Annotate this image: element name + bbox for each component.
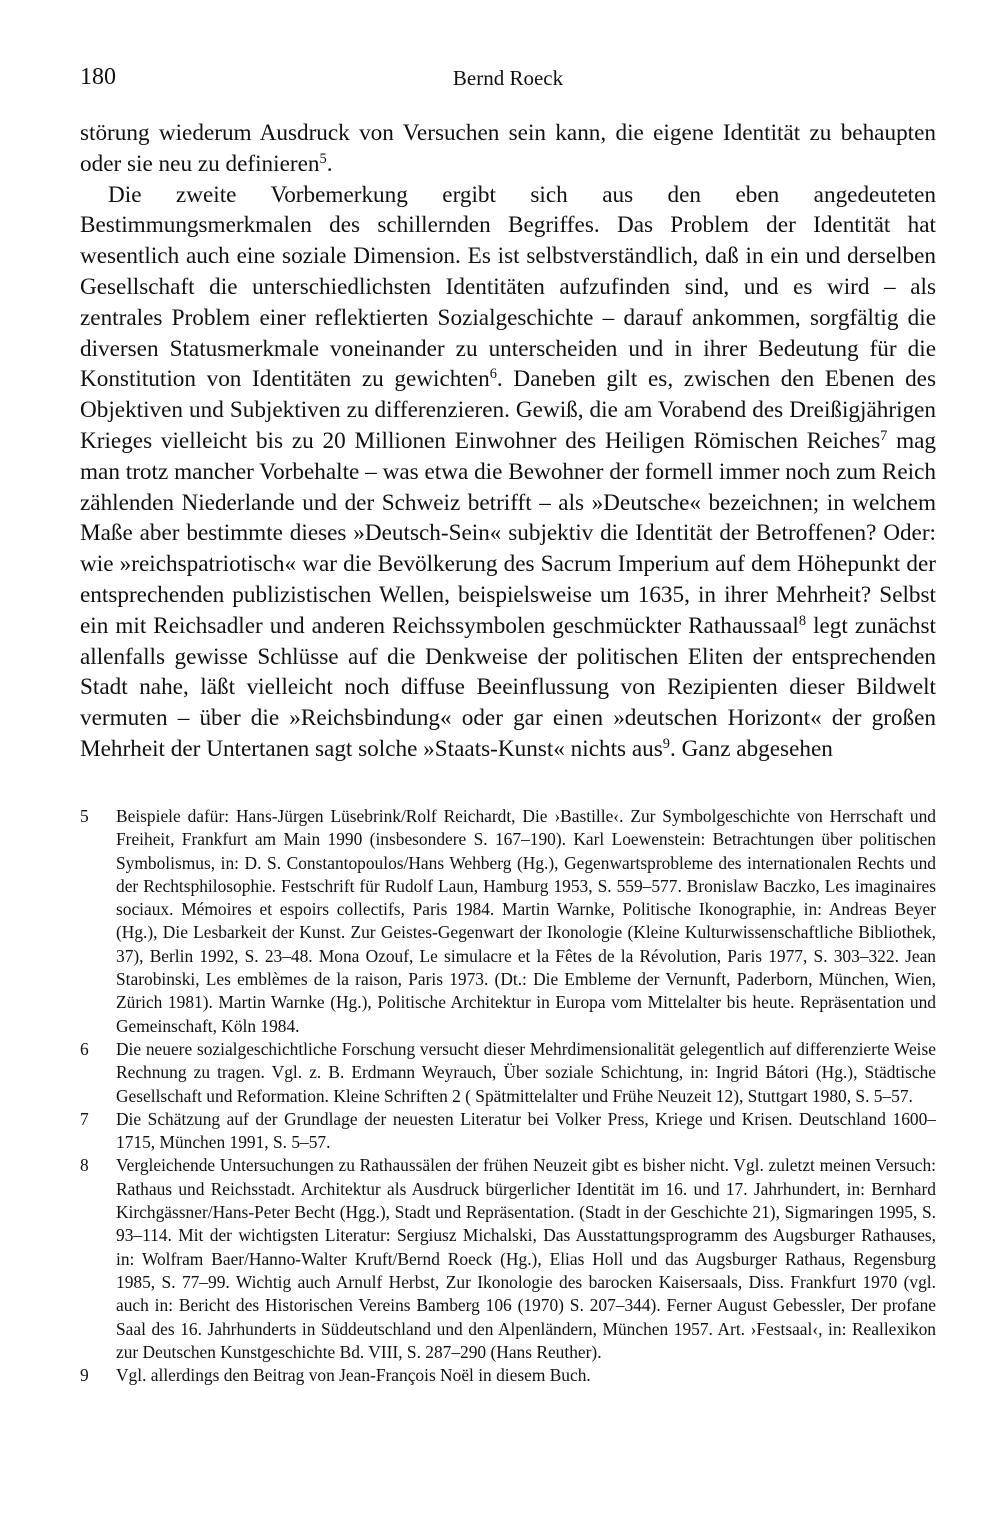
footnote-ref-6[interactable]: 6: [489, 366, 497, 383]
footnote-text: Die neuere sozialgeschichtliche Forschung versucht dieser Mehrdimensionalität gelegentlich auf differenzierte Weise Rechnung zu tragen. Vgl. z. B. Erdmann Weyrauch, Über soziale Schichtung, in: Ingrid Bátori (Hg.), Städtische Gesellschaft und Reformation. Kleine Schriften 2 ( Spätmittelalter und Frühe Neuzeit 12), Stuttgart 1980, S. 5–57.: [116, 1038, 936, 1106]
text-run: . Ganz abgesehen: [669, 735, 833, 762]
footnote-9: [80, 1364, 936, 1387]
text-run: mag man trotz mancher Vorbehalte – was etwa die Bewohner der formell immer noch zum Reich zählenden Niederlande und der Schweiz betrifft – als »Deutsche« bezeichnen; in welchem Maße aber bestimmte dieses »Deutsch-Sein« subjektiv die Identität der Betroffenen? Oder: wie »reichspatriotisch« war die Bevölkerung des Sacrum Imperium auf dem Höhepunkt der entsprechenden publizistischen Wellen, beispielsweise um 1635, in ihrer Mehrheit? Selbst ein mit Reichsadler und anderen Reichssymbolen geschmückter Rathaussaal: [80, 427, 937, 639]
main-text: [80, 118, 936, 765]
footnote-number: 6: [80, 1038, 89, 1059]
footnote-text: Die Schätzung auf der Grundlage der neuesten Literatur bei Volker Press, Kriege und Krisen. Deutschland 1600–1715, München 1991, S. 5–57.: [116, 1108, 936, 1153]
footnote-text: Vgl. allerdings den Beitrag von Jean-François Noël in diesem Buch.: [116, 1365, 591, 1386]
footnote-number: 5: [80, 806, 89, 826]
footnote-number: 7: [80, 1108, 89, 1129]
paragraph-2: [80, 180, 936, 765]
footnote-ref-8[interactable]: 8: [798, 612, 807, 629]
footnote-ref-9[interactable]: 9: [662, 736, 670, 753]
paragraph-1: [80, 118, 936, 180]
footnote-text: Beispiele dafür: Hans-Jürgen Lüsebrink/Rolf Reichardt, Die ›Bastille‹. Zur Symbolgeschichte von Herrschaft und Freiheit, Frankfurt am Main 1990 (insbesondere S. 167–190). Karl Loewenstein: Betrachtungen über politischen Symbolismus, in: D. S. Constantopoulos/Hans Wehberg (Hg.), Gegenwartsprobleme des internationalen Rechts und der Rechtsphilosophie. Festschrift für Rudolf Laun, Hamburg 1953, S. 559–577. Bronislaw Baczko, Les imaginaires sociaux. Mémoires et espoirs collectifs, Paris 1984. Martin Warnke, Politische Ikonographie, in: Andreas Beyer (Hg.), Die Lesbarkeit der Kunst. Zur Geistes-Gegenwart der Ikonologie (Kleine Kulturwissenschaftliche Bibliothek, 37), Berlin 1992, S. 23–48. Mona Ozouf, Le simulacre et la Fêtes de la Révolution, Paris 1977, S. 303–322. Jean Starobinski, Les emblèmes de la raison, Paris 1973. (Dt.: Die Embleme der Vernunft, Paderborn, München, Wien, Zürich 1981). Martin Warnke (Hg.), Politische Architektur in Europa vom Mittelalter bis heute. Repräsentation und Gemeinschaft, Köln 1984.: [116, 806, 936, 1036]
footnote-number: 9: [80, 1365, 89, 1386]
footnote-8: [80, 1154, 936, 1364]
footnote-text: Vergleichende Untersuchungen zu Rathaussälen der frühen Neuzeit gibt es bisher nicht. Vgl. zuletzt meinen Versuch: Rathaus und Reichsstadt. Architektur als Ausdruck bürgerlicher Identität im 16. und 17. Jahrhundert, in: Bernhard Kirchgässner/Hans-Peter Becht (Hgg.), Stadt und Repräsentation. (Stadt in der Geschichte 21), Sigmaringen 1995, S. 93–114. Mit der wichtigsten Literatur: Sergiusz Michalski, Das Ausstattungsprogramm des Augsburger Rathauses, in: Wolfram Baer/Hanno-Walter Kruft/Bernd Roeck (Hg.), Elias Holl und das Augsburger Rathaus, Regensburg 1985, S. 77–99. Wichtig auch Arnulf Herbst, Zur Ikonologie des barocken Kaisersaals, Diss. Frankfurt 1970 (vgl. auch in: Bericht des Historischen Vereins Bamberg 106 (1970) S. 207–344). Ferner August Gebessler, Der profane Saal des 16. Jahrhunderts in Süddeutschland und den Alpenländern, München 1957. Art. ›Festsaal‹, in: Reallexikon zur Deutschen Kunstgeschichte Bd. VIII, S. 287–290 (Hans Reuther).: [116, 1155, 936, 1362]
text-run: Die zweite Vorbemerkung ergibt sich aus den eben angedeuteten Bestimmungsmerkmalen des schillernden Begriffes. Das Problem der Identität hat wesentlich auch eine soziale Dimension. Es ist selbstverständlich, daß in ein und derselben Gesellschaft die unterschiedlichsten Identitäten aufzufinden sind, und es wird – als zentrales Problem einer reflektierten Sozialgeschichte – darauf ankommen, sorgfältig die diversen Statusmerkmale voneinander zu unterscheiden und in ihrer Bedeutung für die Konstitution von Identitäten zu gewichten: [80, 181, 936, 393]
text-run: .: [326, 150, 333, 177]
footnotes: [80, 805, 936, 1387]
footnote-7: [80, 1108, 936, 1155]
running-head: Bernd Roeck: [452, 66, 564, 90]
footnote-ref-7[interactable]: 7: [880, 428, 888, 445]
footnote-number: 8: [80, 1155, 89, 1176]
footnote-ref-5[interactable]: 5: [319, 150, 327, 167]
text-run: störung wiederum Ausdruck von Versuchen sein kann, die eigene Identität zu behaupten oder sie neu zu definieren: [80, 120, 936, 177]
footnote-5: [80, 805, 936, 1038]
text-run: legt zunächst allenfalls gewisse Schlüsse auf die Denkweise der politischen Eliten der entsprechenden Stadt nahe, läßt vielleicht noch diffuse Beeinflussung von Rezipienten dieser Bildwelt vermuten – über die »Reichsbindung« oder gar einen »deutschen Horizont« der großen Mehrheit der Untertanen sagt solche »Staats-Kunst« nichts aus: [80, 612, 936, 762]
text-run: . Daneben gilt es, zwischen den Ebenen des Objektiven und Subjektiven zu differenzieren. Gewiß, die am Vorabend des Dreißigjährigen Krieges vielleicht bis zu 20 Millionen Einwohner des Heiligen Römischen Reiches: [80, 366, 936, 454]
footnote-6: [80, 1038, 936, 1108]
page-header: [80, 64, 936, 94]
page-number: 180: [80, 64, 116, 90]
